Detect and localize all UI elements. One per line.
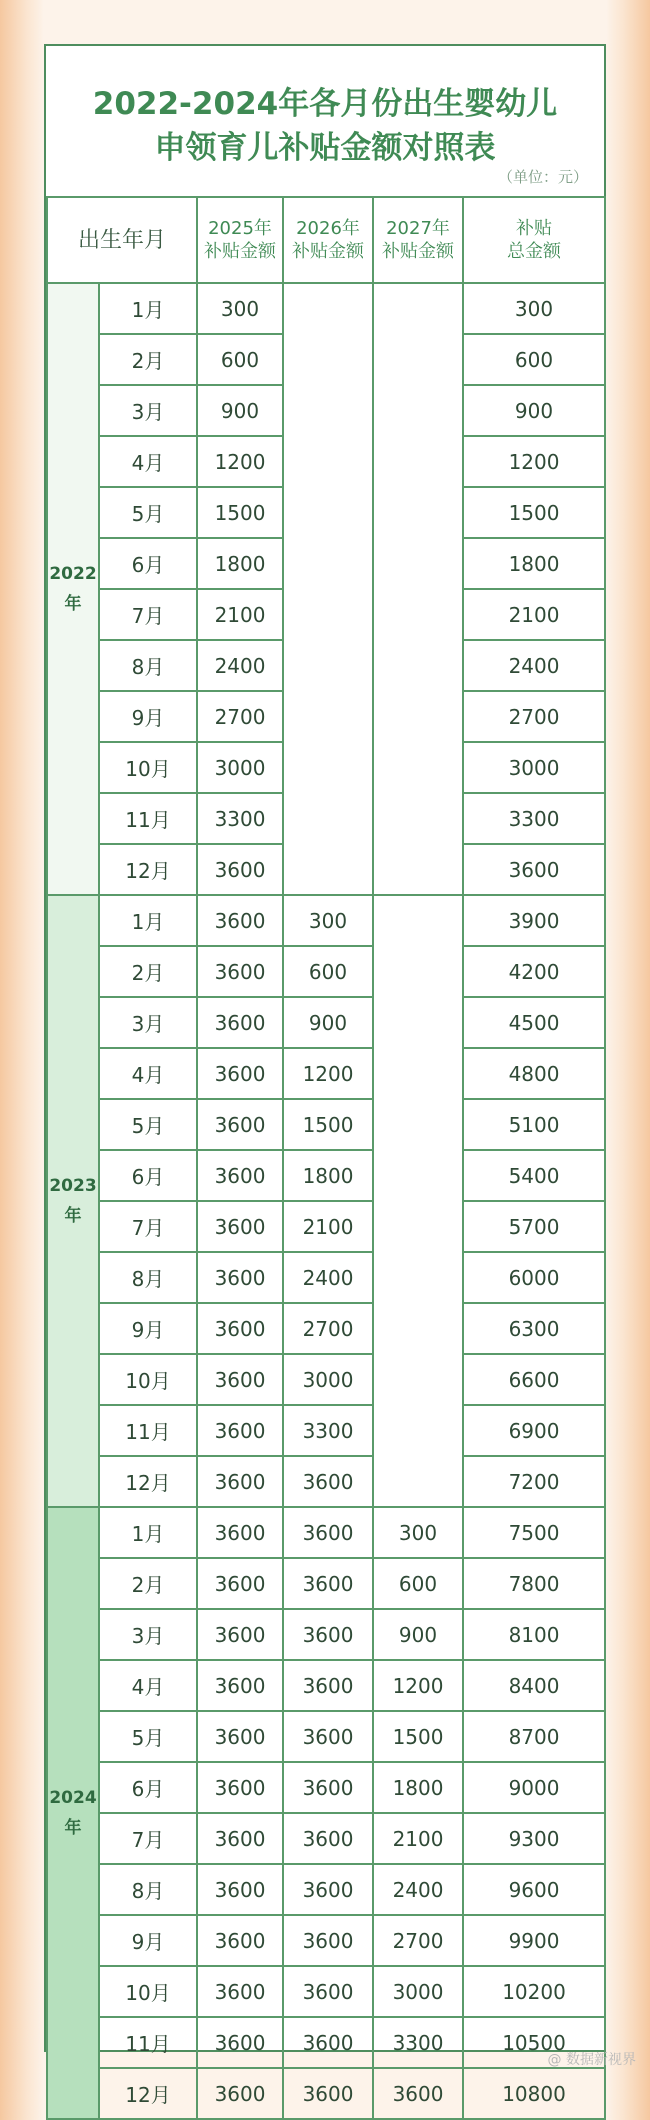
month-cell: 2月 <box>99 946 197 997</box>
amount-2025-cell: 1200 <box>197 436 283 487</box>
total-amount-cell: 10800 <box>463 2068 605 2119</box>
month-cell: 9月 <box>99 691 197 742</box>
month-cell: 11月 <box>99 793 197 844</box>
month-cell: 1月 <box>99 283 197 334</box>
table-row <box>47 1813 605 1864</box>
amount-2025-cell: 3600 <box>197 1966 283 2017</box>
month-cell: 5月 <box>99 1099 197 1150</box>
month-cell: 3月 <box>99 997 197 1048</box>
amount-2027-cell: 1500 <box>373 1711 463 1762</box>
total-amount-cell: 2400 <box>463 640 605 691</box>
amount-2027-cell: 3000 <box>373 1966 463 2017</box>
amount-2025-cell: 3600 <box>197 946 283 997</box>
total-amount-cell: 7200 <box>463 1456 605 1507</box>
month-cell: 8月 <box>99 1864 197 1915</box>
blank-2027-cell <box>373 283 463 895</box>
month-cell: 2月 <box>99 334 197 385</box>
header-2026-year: 2026年 <box>296 218 360 239</box>
header-2027 <box>373 197 463 283</box>
header-2026-label: 补贴金额 <box>292 241 365 262</box>
total-amount-cell: 300 <box>463 283 605 334</box>
amount-2025-cell: 3000 <box>197 742 283 793</box>
table-row <box>47 997 605 1048</box>
amount-2026-cell: 3600 <box>283 2017 373 2068</box>
header-2025-year: 2025年 <box>208 218 272 239</box>
month-cell: 3月 <box>99 1609 197 1660</box>
header-2025 <box>197 197 283 283</box>
table-row <box>47 1711 605 1762</box>
amount-2026-cell: 3600 <box>283 1558 373 1609</box>
amount-2025-cell: 900 <box>197 385 283 436</box>
month-cell: 5月 <box>99 1711 197 1762</box>
amount-2026-cell: 3600 <box>283 1915 373 1966</box>
amount-2025-cell: 3600 <box>197 1864 283 1915</box>
title-line-2: 申领育儿补贴金额对照表 <box>154 130 496 166</box>
table-row <box>47 283 605 334</box>
year-cell-2023 <box>47 895 99 1507</box>
watermark: @ 数据新视界 <box>547 2052 636 2068</box>
amount-2026-cell: 3600 <box>283 1864 373 1915</box>
table-row <box>47 895 605 946</box>
amount-2026-cell: 3000 <box>283 1354 373 1405</box>
amount-2025-cell: 3600 <box>197 1558 283 1609</box>
total-amount-cell: 600 <box>463 334 605 385</box>
amount-2026-cell: 1800 <box>283 1150 373 1201</box>
amount-2026-cell: 3600 <box>283 1966 373 2017</box>
month-cell: 7月 <box>99 589 197 640</box>
table-row <box>47 1303 605 1354</box>
total-amount-cell: 2700 <box>463 691 605 742</box>
total-amount-cell: 8700 <box>463 1711 605 1762</box>
total-amount-cell: 1500 <box>463 487 605 538</box>
amount-2026-cell: 2400 <box>283 1252 373 1303</box>
month-cell: 12月 <box>99 1456 197 1507</box>
amount-2025-cell: 3600 <box>197 1354 283 1405</box>
amount-2026-cell: 3600 <box>283 1813 373 1864</box>
month-cell: 1月 <box>99 1507 197 1558</box>
month-cell: 11月 <box>99 2017 197 2068</box>
amount-2026-cell: 900 <box>283 997 373 1048</box>
total-amount-cell: 10200 <box>463 1966 605 2017</box>
total-amount-cell: 3000 <box>463 742 605 793</box>
header-row <box>47 197 605 283</box>
amount-2025-cell: 3600 <box>197 1762 283 1813</box>
amount-2027-cell: 900 <box>373 1609 463 1660</box>
total-amount-cell: 4200 <box>463 946 605 997</box>
table-row <box>47 1507 605 1558</box>
total-amount-cell: 10500 <box>463 2017 605 2068</box>
total-amount-cell: 8100 <box>463 1609 605 1660</box>
amount-2025-cell: 3600 <box>197 1252 283 1303</box>
amount-2027-cell: 1200 <box>373 1660 463 1711</box>
month-cell: 12月 <box>99 844 197 895</box>
table-row <box>47 1150 605 1201</box>
amount-2027-cell: 2100 <box>373 1813 463 1864</box>
amount-2026-cell: 3600 <box>283 2068 373 2119</box>
year-suffix: 年 <box>64 594 82 614</box>
total-amount-cell: 5400 <box>463 1150 605 1201</box>
amount-2025-cell: 3600 <box>197 1711 283 1762</box>
amount-2025-cell: 2700 <box>197 691 283 742</box>
amount-2027-cell: 2400 <box>373 1864 463 1915</box>
header-birth: 出生年月 <box>47 197 197 283</box>
month-cell: 6月 <box>99 1762 197 1813</box>
total-amount-cell: 7800 <box>463 1558 605 1609</box>
amount-2027-cell: 2700 <box>373 1915 463 1966</box>
year-suffix: 年 <box>64 1818 82 1838</box>
total-amount-cell: 9000 <box>463 1762 605 1813</box>
month-cell: 5月 <box>99 487 197 538</box>
amount-2027-cell: 1800 <box>373 1762 463 1813</box>
total-amount-cell: 8400 <box>463 1660 605 1711</box>
amount-2026-cell: 2100 <box>283 1201 373 1252</box>
month-cell: 7月 <box>99 1813 197 1864</box>
amount-2025-cell: 3600 <box>197 1507 283 1558</box>
amount-2026-cell: 3600 <box>283 1456 373 1507</box>
amount-2025-cell: 2100 <box>197 589 283 640</box>
amount-2025-cell: 3600 <box>197 1201 283 1252</box>
header-2027-year: 2027年 <box>386 218 450 239</box>
amount-2025-cell: 3600 <box>197 1405 283 1456</box>
amount-2027-cell: 300 <box>373 1507 463 1558</box>
total-amount-cell: 5100 <box>463 1099 605 1150</box>
amount-2027-cell: 600 <box>373 1558 463 1609</box>
table-row <box>47 1864 605 1915</box>
table-row <box>47 1099 605 1150</box>
table-row <box>47 1966 605 2017</box>
amount-2027-cell: 3300 <box>373 2017 463 2068</box>
amount-2025-cell: 3600 <box>197 997 283 1048</box>
title-block <box>46 46 604 196</box>
header-total <box>463 197 605 283</box>
month-cell: 8月 <box>99 1252 197 1303</box>
total-amount-cell: 9900 <box>463 1915 605 1966</box>
year-label: 2023 <box>49 1176 97 1196</box>
month-cell: 10月 <box>99 742 197 793</box>
month-cell: 11月 <box>99 1405 197 1456</box>
amount-2025-cell: 1500 <box>197 487 283 538</box>
table-row <box>47 1354 605 1405</box>
header-2026 <box>283 197 373 283</box>
unit-note: （单位：元） <box>497 168 588 186</box>
amount-2025-cell: 3600 <box>197 1303 283 1354</box>
amount-2025-cell: 3600 <box>197 1456 283 1507</box>
amount-2026-cell: 1200 <box>283 1048 373 1099</box>
amount-2026-cell: 3600 <box>283 1711 373 1762</box>
year-cell-2022 <box>47 283 99 895</box>
amount-2025-cell: 2400 <box>197 640 283 691</box>
amount-2026-cell: 3600 <box>283 1507 373 1558</box>
total-amount-cell: 6600 <box>463 1354 605 1405</box>
page-title <box>46 82 604 170</box>
amount-2025-cell: 600 <box>197 334 283 385</box>
total-amount-cell: 7500 <box>463 1507 605 1558</box>
month-cell: 4月 <box>99 436 197 487</box>
amount-2026-cell: 3600 <box>283 1660 373 1711</box>
total-amount-cell: 900 <box>463 385 605 436</box>
header-2027-label: 补贴金额 <box>382 241 455 262</box>
month-cell: 3月 <box>99 385 197 436</box>
month-cell: 10月 <box>99 1354 197 1405</box>
amount-2025-cell: 300 <box>197 283 283 334</box>
table-row <box>47 1609 605 1660</box>
amount-2026-cell: 3600 <box>283 1609 373 1660</box>
total-amount-cell: 9300 <box>463 1813 605 1864</box>
table-row <box>47 1201 605 1252</box>
amount-2026-cell: 3600 <box>283 1762 373 1813</box>
total-amount-cell: 4500 <box>463 997 605 1048</box>
amount-2026-cell: 2700 <box>283 1303 373 1354</box>
month-cell: 9月 <box>99 1915 197 1966</box>
table-row <box>47 1660 605 1711</box>
amount-2025-cell: 3600 <box>197 2017 283 2068</box>
total-amount-cell: 2100 <box>463 589 605 640</box>
total-amount-cell: 5700 <box>463 1201 605 1252</box>
total-amount-cell: 4800 <box>463 1048 605 1099</box>
table-row <box>47 946 605 997</box>
amount-2027-cell: 3600 <box>373 2068 463 2119</box>
total-amount-cell: 1200 <box>463 436 605 487</box>
amount-2026-cell: 1500 <box>283 1099 373 1150</box>
year-suffix: 年 <box>64 1206 82 1226</box>
month-cell: 8月 <box>99 640 197 691</box>
month-cell: 12月 <box>99 2068 197 2119</box>
month-cell: 4月 <box>99 1048 197 1099</box>
amount-2025-cell: 3600 <box>197 1813 283 1864</box>
header-2025-label: 补贴金额 <box>204 241 277 262</box>
table-row <box>47 1252 605 1303</box>
amount-2025-cell: 3600 <box>197 895 283 946</box>
total-amount-cell: 6900 <box>463 1405 605 1456</box>
table-row <box>47 2068 605 2119</box>
table-body <box>47 283 605 2119</box>
amount-2025-cell: 3600 <box>197 2068 283 2119</box>
amount-2026-cell: 600 <box>283 946 373 997</box>
month-cell: 2月 <box>99 1558 197 1609</box>
month-cell: 4月 <box>99 1660 197 1711</box>
total-amount-cell: 3600 <box>463 844 605 895</box>
table-row <box>47 1456 605 1507</box>
month-cell: 6月 <box>99 538 197 589</box>
blank-2026-cell <box>283 283 373 895</box>
header-total-line-1: 补贴 <box>516 218 553 239</box>
subsidy-table <box>46 196 606 2120</box>
year-label: 2024 <box>49 1788 97 1808</box>
table-row <box>47 1405 605 1456</box>
amount-2025-cell: 3600 <box>197 1609 283 1660</box>
amount-2025-cell: 3600 <box>197 1099 283 1150</box>
amount-2025-cell: 3600 <box>197 844 283 895</box>
month-cell: 6月 <box>99 1150 197 1201</box>
total-amount-cell: 9600 <box>463 1864 605 1915</box>
total-amount-cell: 3300 <box>463 793 605 844</box>
month-cell: 7月 <box>99 1201 197 1252</box>
title-line-1: 2022-2024年各月份出生婴幼儿 <box>92 86 558 122</box>
table-row <box>47 1915 605 1966</box>
month-cell: 10月 <box>99 1966 197 2017</box>
amount-2025-cell: 1800 <box>197 538 283 589</box>
total-amount-cell: 6300 <box>463 1303 605 1354</box>
blank-2027-cell <box>373 895 463 1507</box>
total-amount-cell: 3900 <box>463 895 605 946</box>
table-row <box>47 1762 605 1813</box>
amount-2025-cell: 3600 <box>197 1048 283 1099</box>
amount-2025-cell: 3300 <box>197 793 283 844</box>
table-row <box>47 1558 605 1609</box>
amount-2026-cell: 3300 <box>283 1405 373 1456</box>
year-cell-2024 <box>47 1507 99 2119</box>
table-row <box>47 1048 605 1099</box>
month-cell: 9月 <box>99 1303 197 1354</box>
amount-2025-cell: 3600 <box>197 1915 283 1966</box>
month-cell: 1月 <box>99 895 197 946</box>
table-row <box>47 2017 605 2068</box>
year-label: 2022 <box>49 564 97 584</box>
amount-2025-cell: 3600 <box>197 1660 283 1711</box>
amount-2025-cell: 3600 <box>197 1150 283 1201</box>
total-amount-cell: 1800 <box>463 538 605 589</box>
amount-2026-cell: 300 <box>283 895 373 946</box>
total-amount-cell: 6000 <box>463 1252 605 1303</box>
header-total-line-2: 总金额 <box>507 241 562 262</box>
